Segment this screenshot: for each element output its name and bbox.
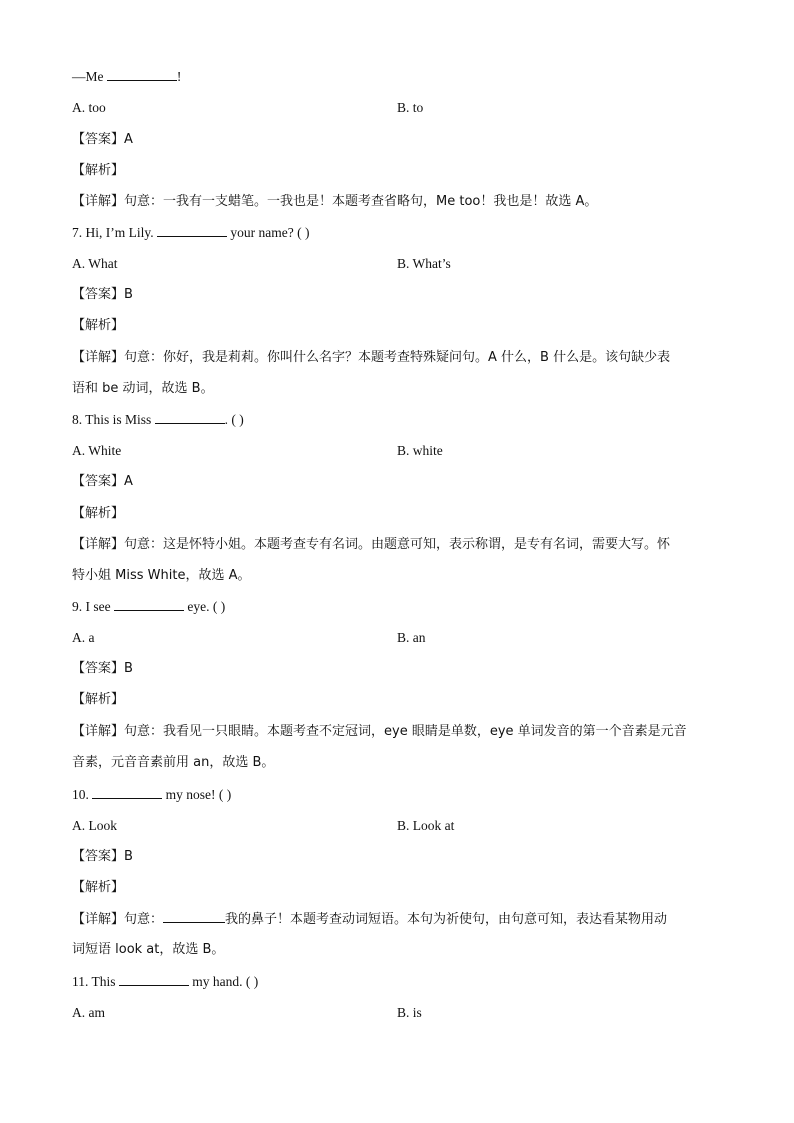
q8-detail-line2: 特小姐 Miss White，故选 A。 (72, 568, 251, 583)
q9-option-a: A. a (72, 630, 95, 645)
q7-answer: 【答案】B (72, 287, 133, 302)
answer-blank (163, 910, 225, 923)
q11-option-a: A. am (72, 1005, 105, 1020)
q6-option-a: A. too (72, 100, 106, 115)
q7-analysis-heading: 【解析】 (72, 318, 125, 333)
q6-answer: 【答案】A (72, 132, 133, 147)
q6-option-b: B. to (397, 100, 424, 115)
q10-analysis-heading: 【解析】 (72, 880, 125, 895)
answer-blank (92, 786, 162, 799)
q8-analysis-heading: 【解析】 (72, 506, 125, 521)
q7-option-a: A. What (72, 256, 118, 271)
q10-answer: 【答案】B (72, 849, 133, 864)
q7-detail-line1: 【详解】句意：你好，我是莉莉。你叫什么名字？本题考查特殊疑问句。A 什么，B 什么是。该句缺少表 (72, 350, 671, 365)
q7-option-b: B. What’s (397, 256, 451, 271)
question-9-stem: 9. I see eye. ( ) (72, 599, 226, 614)
q8-option-a: A. White (72, 443, 122, 458)
question-6-stem: —Me ! (72, 69, 182, 84)
q8-answer: 【答案】A (72, 474, 133, 489)
answer-blank (107, 68, 177, 81)
question-8-stem: 8. This is Miss . ( ) (72, 412, 244, 427)
q6-detail: 【详解】句意：一我有一支蜡笔。一我也是！本题考查省略句，Me too！我也是！故选 A。 (72, 194, 598, 209)
question-7-stem: 7. Hi, I’m Lily. your name? ( ) (72, 225, 310, 240)
q9-option-b: B. an (397, 630, 426, 645)
question-10-stem: 10. my nose! ( ) (72, 787, 232, 802)
question-11-stem: 11. This my hand. ( ) (72, 974, 259, 989)
q10-detail-line1: 【详解】句意： 我的鼻子！本题考查动词短语。本句为祈使句，由句意可知，表达看某物用动 (72, 912, 668, 927)
q9-detail-line2: 音素，元音音素前用 an，故选 B。 (72, 755, 275, 770)
q10-detail-line2: 词短语 look at，故选 B。 (72, 942, 225, 957)
q9-detail-line1: 【详解】句意：我看见一只眼睛。本题考查不定冠词，eye 眼睛是单数，eye 单词发音的第一个音素是元音 (72, 724, 687, 739)
q9-analysis-heading: 【解析】 (72, 692, 125, 707)
answer-blank (155, 411, 225, 424)
q9-answer: 【答案】B (72, 661, 133, 676)
q6-analysis-heading: 【解析】 (72, 163, 125, 178)
answer-blank (119, 973, 189, 986)
q8-detail-line1: 【详解】句意：这是怀特小姐。本题考查专有名词。由题意可知，表示称谓，是专有名词，需要大写。怀 (72, 537, 671, 552)
q8-option-b: B. white (397, 443, 443, 458)
q11-option-b: B. is (397, 1005, 422, 1020)
q10-option-b: B. Look at (397, 818, 455, 833)
answer-blank (114, 598, 184, 611)
answer-blank (157, 224, 227, 237)
q10-option-a: A. Look (72, 818, 117, 833)
q7-detail-line2: 语和 be 动词，故选 B。 (72, 381, 214, 396)
